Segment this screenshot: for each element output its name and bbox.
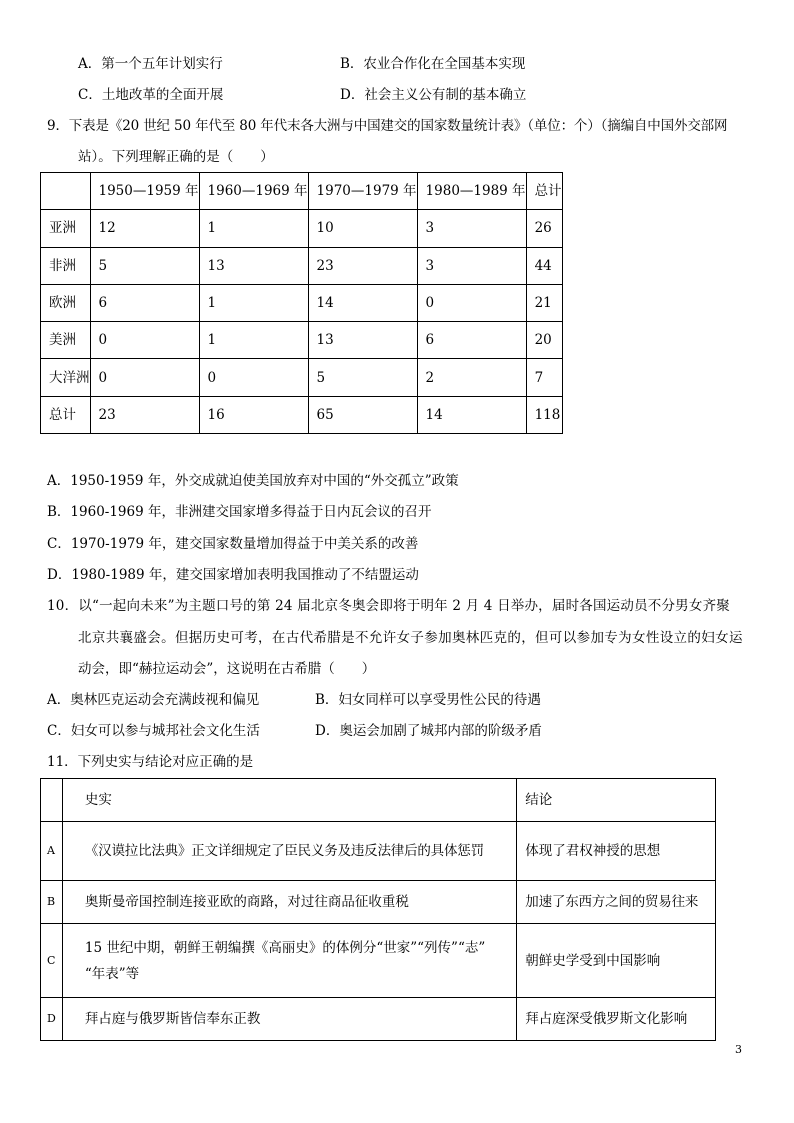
- table-header-row: [41, 173, 563, 210]
- q8-option-c: C．土地改革的全面开展: [78, 87, 224, 103]
- table-cell: 65: [308, 396, 417, 433]
- table-cell: 6: [417, 322, 526, 359]
- q10-stem-line1: 10．以“一起向未来”为主题口号的第 24 届北京冬奥会即将于明年 2 月 4 日举办，届时各国运动员不分男女齐聚: [47, 598, 730, 614]
- table-cell: 0: [90, 322, 199, 359]
- fact-cell: [62, 924, 516, 998]
- table-cell: 0: [417, 284, 526, 321]
- table-cell: 3: [417, 210, 526, 247]
- table-row: [41, 881, 716, 924]
- fact-line: 15 世纪中期，朝鲜王朝编撰《高丽史》的体例分“世家”“列传”“志”: [84, 939, 486, 956]
- table-cell: 20: [526, 322, 562, 359]
- table-header-cell: [41, 779, 63, 822]
- table-cell: 大洋洲: [41, 359, 91, 396]
- table-cell: 23: [308, 247, 417, 284]
- table-cell: 0: [90, 359, 199, 396]
- table-cell: 44: [526, 247, 562, 284]
- conclusion-cell: 加速了东西方之间的贸易往来: [517, 881, 716, 924]
- table-row: [41, 284, 563, 321]
- conclusion-cell: 拜占庭深受俄罗斯文化影响: [517, 998, 716, 1041]
- table-cell: 2: [417, 359, 526, 396]
- q9-stem-line1: 9．下表是《20 世纪 50 年代至 80 年代末各大洲与中国建交的国家数量统计表》（单位：个）（摘编自中国外交部网: [47, 118, 728, 134]
- table-cell: 14: [417, 396, 526, 433]
- q9-option-b: B．1960-1969 年，非洲建交国家增多得益于日内瓦会议的召开: [47, 504, 432, 520]
- q11-stem: 11．下列史实与结论对应正确的是: [47, 754, 254, 770]
- row-letter: D: [41, 998, 63, 1041]
- q9-option-d: D．1980-1989 年，建交国家增加表明我国推动了不结盟运动: [47, 567, 419, 583]
- table-header-cell: 1970—1979 年: [308, 173, 417, 210]
- table-cell: 1: [199, 210, 308, 247]
- table-header-cell: [41, 173, 91, 210]
- table-header-cell: 总计: [526, 173, 562, 210]
- diplomacy-stats-table: [40, 172, 563, 434]
- fact-header: 史实: [62, 779, 516, 822]
- table-cell: 13: [308, 322, 417, 359]
- table-cell: 美洲: [41, 322, 91, 359]
- conclusion-header: 结论: [517, 779, 716, 822]
- table-header-row: [41, 779, 716, 822]
- table-cell: 5: [90, 247, 199, 284]
- table-cell: 1: [199, 284, 308, 321]
- q10-stem-line3: 动会，即“赫拉运动会”，这说明在古希腊（ ）: [78, 661, 376, 677]
- table-cell: 12: [90, 210, 199, 247]
- q10-option-c: C．妇女可以参与城邦社会文化生活: [47, 723, 260, 739]
- q8-option-a: A．第一个五年计划实行: [78, 56, 223, 72]
- q9-option-c: C．1970-1979 年，建交国家数量增加得益于中美关系的改善: [47, 536, 419, 552]
- table-cell: 21: [526, 284, 562, 321]
- q10-option-b: B．妇女同样可以享受男性公民的待遇: [315, 692, 541, 708]
- table-cell: 非洲: [41, 247, 91, 284]
- table-cell: 13: [199, 247, 308, 284]
- row-letter: C: [41, 924, 63, 998]
- table-cell: 118: [526, 396, 562, 433]
- table-cell: 16: [199, 396, 308, 433]
- table-cell: 3: [417, 247, 526, 284]
- conclusion-cell: 体现了君权神授的思想: [517, 822, 716, 881]
- table-row: [41, 822, 716, 881]
- table-header-cell: 1950—1959 年: [90, 173, 199, 210]
- table-row: [41, 322, 563, 359]
- fact-cell: 《汉谟拉比法典》正文详细规定了臣民义务及违反法律后的具体惩罚: [62, 822, 516, 881]
- table-cell: 6: [90, 284, 199, 321]
- table-cell: 10: [308, 210, 417, 247]
- history-facts-table: [40, 778, 716, 1041]
- table-row: [41, 359, 563, 396]
- table-cell: 14: [308, 284, 417, 321]
- q10-option-d: D．奥运会加剧了城邦内部的阶级矛盾: [315, 723, 542, 739]
- conclusion-cell: 朝鲜史学受到中国影响: [517, 924, 716, 998]
- table-header-cell: 1960—1969 年: [199, 173, 308, 210]
- table-row: [41, 998, 716, 1041]
- q9-option-a: A．1950-1959 年，外交成就迫使美国放弃对中国的“外交孤立”政策: [47, 473, 459, 489]
- table-cell: 5: [308, 359, 417, 396]
- q8-option-d: D．社会主义公有制的基本确立: [340, 87, 527, 103]
- fact-line: “年表”等: [84, 965, 140, 982]
- table-header-cell: 1980—1989 年: [417, 173, 526, 210]
- q10-stem-line2: 北京共襄盛会。但据历史可考，在古代希腊是不允许女子参加奥林匹克的，但可以参加专为女性设立的妇女运: [78, 630, 743, 646]
- fact-cell: 奥斯曼帝国控制连接亚欧的商路，对过往商品征收重税: [62, 881, 516, 924]
- row-letter: B: [41, 881, 63, 924]
- table-cell: 26: [526, 210, 562, 247]
- table-cell: 7: [526, 359, 562, 396]
- q10-option-a: A．奥林匹克运动会充满歧视和偏见: [47, 692, 260, 708]
- table-cell: 亚洲: [41, 210, 91, 247]
- table-cell: 23: [90, 396, 199, 433]
- table-cell: 1: [199, 322, 308, 359]
- q9-stem-line2: 站）。下列理解正确的是（ ）: [78, 149, 274, 165]
- table-cell: 欧洲: [41, 284, 91, 321]
- table-row: [41, 210, 563, 247]
- table-row: [41, 247, 563, 284]
- q8-option-b: B．农业合作化在全国基本实现: [340, 56, 526, 72]
- table-cell: 0: [199, 359, 308, 396]
- row-letter: A: [41, 822, 63, 881]
- page-number: 3: [735, 1043, 742, 1056]
- table-row: [41, 924, 716, 998]
- table-cell: 总计: [41, 396, 91, 433]
- table-row: [41, 396, 563, 433]
- fact-cell: 拜占庭与俄罗斯皆信奉东正教: [62, 998, 516, 1041]
